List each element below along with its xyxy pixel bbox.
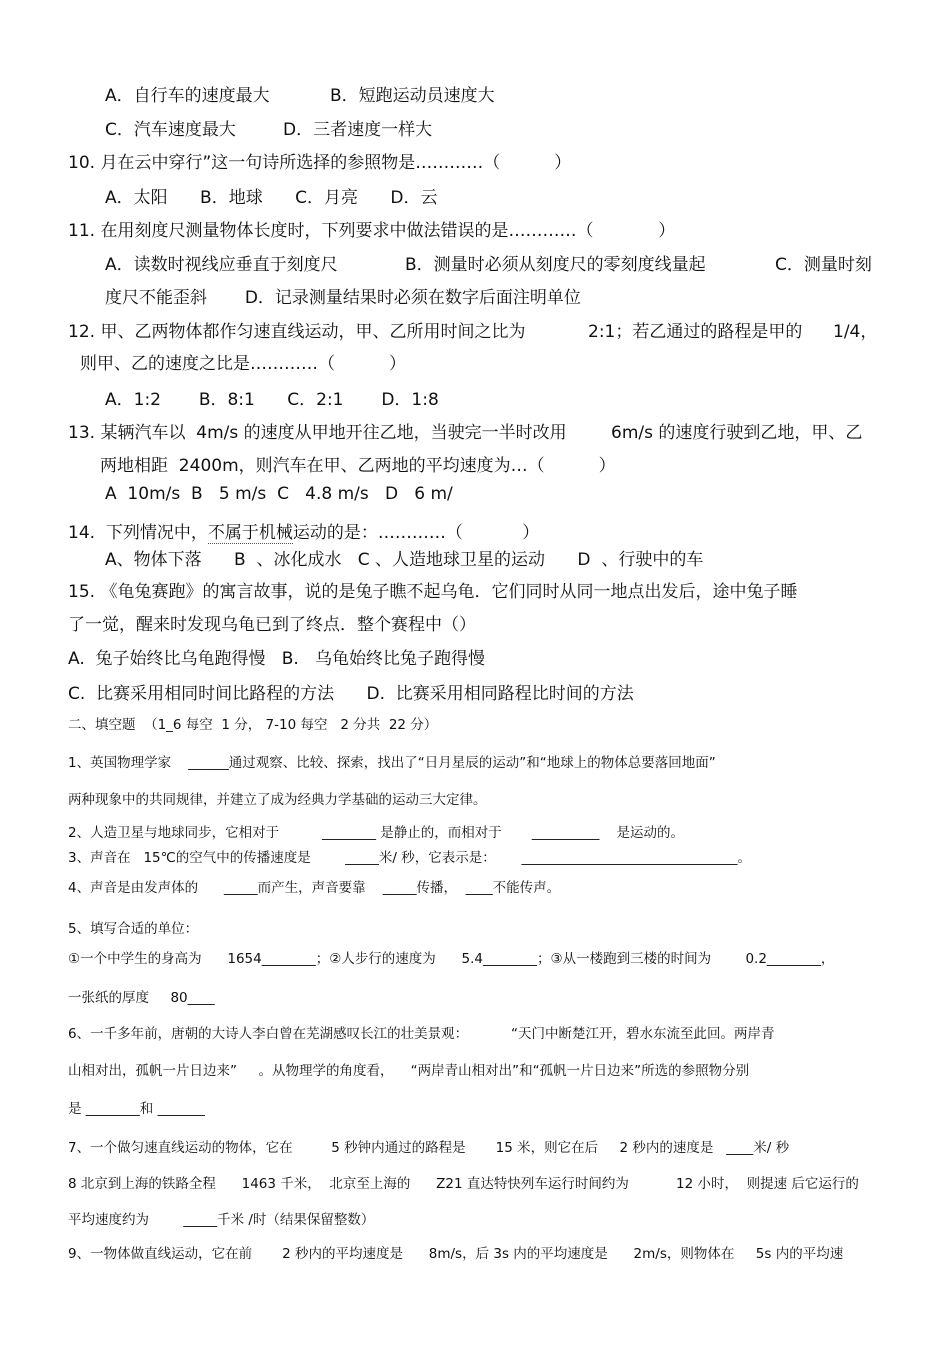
fill-question-1-line2: 两种现象中的共同规律，并建立了成为经典力学基础的运动三大定律。: [68, 792, 487, 808]
fill-question-5: 5、填写合适的单位：: [68, 921, 199, 937]
question-14-prefix: 14. 下列情况中，: [68, 523, 208, 543]
question-14-suffix: 运动的是：…………（ ）: [292, 523, 540, 543]
question-15-line2: 了一觉，醒来时发现乌龟已到了终点．整个赛程中（）: [68, 615, 476, 635]
question-11-option-c: C．测量时刻: [775, 255, 872, 275]
fill-question-3: 3、声音在 15℃的空气中的传播速度是 _____米/ 秒，它表示是： ________________________________。: [68, 850, 751, 866]
question-14-options: A、物体下落 B 、冰化成水 C 、人造地球卫星的运动 D 、行驶中的车: [105, 550, 704, 570]
question-10: 10. 月在云中穿行”这一句诗所选择的参照物是…………（ ）: [68, 153, 572, 173]
fill-section-heading: 二、填空题 （1_6 每空 1 分， 7-10 每空 2 分共 22 分）: [68, 717, 438, 733]
question-12-part4: 则甲、乙的速度之比是…………（ ）: [80, 354, 407, 374]
q9-option-d: D．三者速度一样大: [283, 120, 433, 140]
fill-question-8-line2: 平均速度约为 _____千米 /时（结果保留整数）: [68, 1212, 375, 1228]
question-15-line1: 15. 《龟兔赛跑》的寓言故事，说的是兔子瞧不起乌龟．它们同时从同一地点出发后，途中兔子睡: [68, 582, 798, 602]
question-15-options-cd: C. 比赛采用相同时间比路程的方法 D. 比赛采用相同路程比时间的方法: [68, 684, 634, 704]
question-11-option-b: B．测量时必须从刻度尺的零刻度线量起: [405, 255, 706, 275]
question-13-part3: 两地相距 2400m，则汽车在甲、乙两地的平均速度为…（ ）: [100, 456, 616, 476]
fill-question-6-line1: 6、一千多年前，唐朝的大诗人李白曾在芜湖感叹长江的壮美景观： “天门中断楚江开，碧水东流至此回。两岸青: [68, 1026, 775, 1042]
question-12-part1: 12. 甲、乙两物体都作匀速直线运动，甲、乙所用时间之比为: [68, 322, 526, 342]
fill-question-2: 2、人造卫星与地球同步，它相对于 ________ 是静止的，而相对于 __________ 是运动的。: [68, 825, 684, 841]
question-14: [68, 518, 539, 543]
q9-option-b: B．短跑运动员速度大: [330, 86, 495, 106]
question-11-option-d: 度尺不能歪斜 D．记录测量结果时必须在数字后面注明单位: [105, 288, 581, 308]
q9-option-c: C．汽车速度最大: [105, 120, 236, 140]
question-11-option-a: A．读数时视线应垂直于刻度尺: [105, 255, 338, 275]
question-14-emphasis: 不属于机械: [207, 523, 293, 543]
fill-question-9: 9、一物体做直线运动，它在前 2 秒内的平均速度是 8m/s，后 3s 内的平均速度是 2m/s，则物体在 5s 内的平均速: [68, 1246, 844, 1262]
question-12-part3: 1/4，: [833, 322, 878, 342]
question-12-part2: 2:1；若乙通过的路程是甲的: [588, 322, 803, 342]
fill-question-5-line1: ①一个中学生的身高为 1654________；②人步行的速度为 5.4________；③从一楼跑到三楼的时间为 0.2________，: [68, 951, 835, 967]
question-13-options: A 10m/s B 5 m/s C 4.8 m/s D 6 m/: [105, 484, 453, 504]
fill-question-8-line1: 8 北京到上海的铁路全程 1463 千米， 北京至上海的 Z21 直达特快列车运行时间约为 12 小时， 则提速 后它运行的: [68, 1176, 859, 1192]
question-15-options-ab: A. 兔子始终比乌龟跑得慢 B. 乌龟始终比兔子跑得慢: [68, 649, 486, 669]
fill-question-7: 7、一个做匀速直线运动的物体，它在 5 秒钟内通过的路程是 15 米，则它在后 2 秒内的速度是 ____米/ 秒: [68, 1140, 790, 1156]
fill-question-5-line2: 一张纸的厚度 80____: [68, 990, 215, 1006]
fill-question-4: 4、声音是由发声体的 _____而产生，声音要靠 _____传播， ____不能传声。: [68, 880, 561, 896]
question-11: 11. 在用刻度尺测量物体长度时，下列要求中做法错误的是…………（ ）: [68, 221, 676, 241]
question-13-part1: 13. 某辆汽车以 4m/s 的速度从甲地开往乙地，当驶完一半时改用: [68, 423, 567, 443]
q9-option-a: A．自行车的速度最大: [105, 86, 270, 106]
fill-question-1-line1: 1、英国物理学家 ______通过观察、比较、探索，找出了“日月星辰的运动”和“地球上的物体总要落回地面”: [68, 755, 716, 771]
question-12-options: A．1:2 B．8:1 C．2:1 D．1:8: [105, 390, 439, 410]
question-10-options: A．太阳 B．地球 C．月亮 D．云: [105, 188, 438, 208]
question-13-part2: 6m/s 的速度行驶到乙地，甲、乙: [611, 423, 863, 443]
fill-question-6-line2: 山相对出，孤帆一片日边来” 。从物理学的角度看， “两岸青山相对出”和“孤帆一片日边来”所选的参照物分别: [68, 1063, 750, 1079]
fill-question-6-line3: 是 ________和 _______: [68, 1101, 205, 1117]
